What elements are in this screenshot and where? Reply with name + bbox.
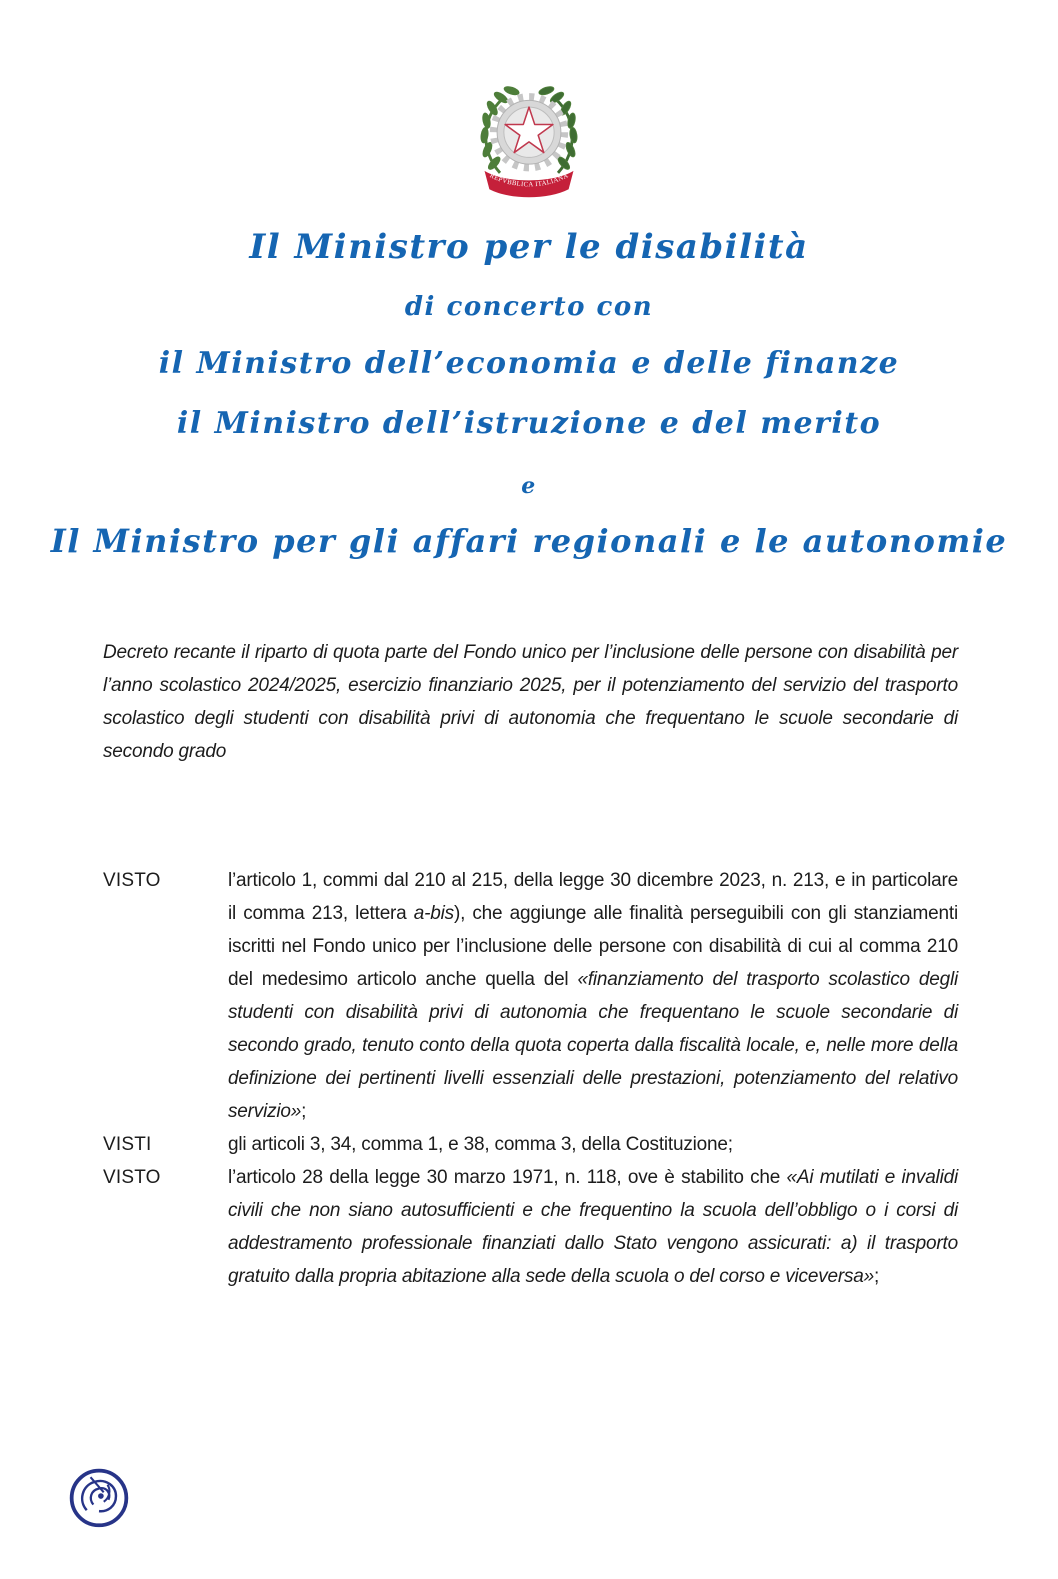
recital-body bbox=[228, 1128, 958, 1161]
decree-page bbox=[0, 82, 1058, 1579]
heading-di-concerto-con: di concerto con bbox=[404, 291, 654, 322]
recital-text-segment: gli articoli 3, 34, comma 1, e 38, comma 3, della Costituzione; bbox=[228, 1133, 733, 1155]
heading-minister-economia: il Ministro dell’economia e delle finanze bbox=[158, 345, 900, 381]
heading-minister-disabilita: Il Ministro per le disabilità bbox=[249, 226, 809, 267]
heading-minister-affari-regionali: Il Ministro per gli affari regionali e le autonomie bbox=[50, 522, 1008, 561]
recital-label: VISTI bbox=[103, 1133, 152, 1155]
recital-text-segment: a-bis bbox=[413, 902, 454, 924]
recital-row bbox=[103, 1128, 958, 1161]
heading-minister-istruzione: il Ministro dell’istruzione e del merito bbox=[176, 406, 882, 442]
recital-label: VISTO bbox=[103, 869, 161, 891]
heading-conjunction-e: e bbox=[521, 472, 537, 499]
recital-text-segment: ), che aggiunge alle finalità perseguibili con gli stanziamenti iscritti nel Fondo unico per l’inclusione delle persone con disabilità di cui al comma 210 del medesimo articolo anche quella del bbox=[228, 902, 958, 990]
recital-text-segment: «Ai mutilati e invalidi civili che non siano autosufficienti e che frequentino la scuola dell’obbligo o i corsi di addestramento professionale finanziati dallo Stato vengono assicurati: a) il trasporto gratuito dalla propria abitazione alla sede della scuola o del corso e viceversa» bbox=[228, 1166, 958, 1287]
recital-text-segment: l’articolo 28 della legge 30 marzo 1971, n. 118, ove è stabilito che bbox=[228, 1166, 787, 1188]
italian-republic-emblem-icon bbox=[471, 82, 587, 202]
decree-subject: Decreto recante il riparto di quota parte del Fondo unico per l’inclusione delle persone con disabilità per l’anno scolastico 2024/2025, esercizio finanziario 2025, per il potenziamento del servizio del trasporto scolastico degli studenti con disabilità privi di autonomia che frequentano le scuole secondarie di secondo grado bbox=[103, 641, 958, 762]
recital-body bbox=[228, 1161, 958, 1293]
official-seal-icon bbox=[66, 1462, 132, 1532]
recital-text-segment: ; bbox=[301, 1100, 307, 1122]
emblem-ribbon-text: REPVBBLICA ITALIANA bbox=[488, 172, 570, 189]
recital-text-segment: l’articolo 1, commi dal 210 al 215, della legge 30 dicembre 2023, n. 213, e in particolare il comma 213, lettera bbox=[228, 869, 958, 924]
recitals bbox=[103, 864, 958, 1293]
recital-body bbox=[228, 864, 958, 1128]
recital-row bbox=[103, 864, 958, 1128]
recital-text-segment: ; bbox=[874, 1265, 880, 1287]
emblem-ribbon bbox=[485, 171, 574, 197]
recital-label: VISTO bbox=[103, 1166, 161, 1188]
recital-row bbox=[103, 1161, 958, 1293]
recital-text-segment: «finanziamento del trasporto scolastico degli studenti con disabilità privi di autonomia che frequentano le scuole secondarie di secondo grado, tenuto conto della quota coperta dalla fiscalità locale, e, nelle more della definizione dei pertinenti livelli essenziali delle prestazioni, potenziamento del relativo servizio» bbox=[228, 968, 958, 1122]
